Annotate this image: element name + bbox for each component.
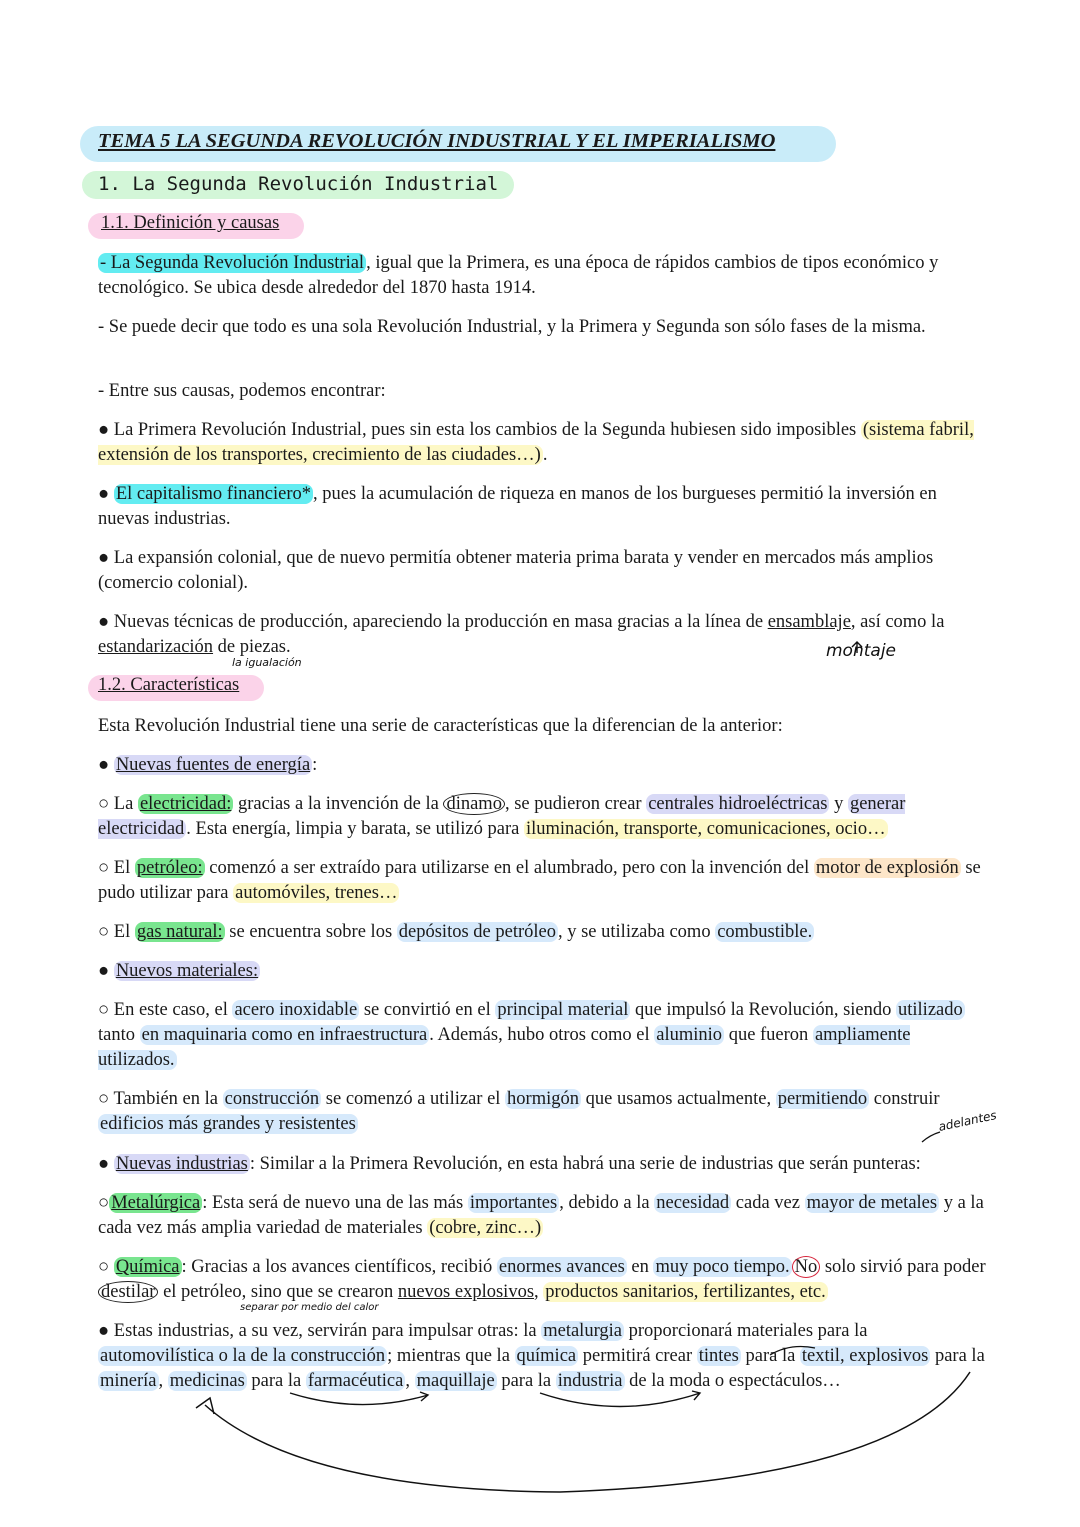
subsection-heading-definicion: 1.1. Definición y causas	[101, 213, 280, 233]
handwritten-note-montaje: montaje	[826, 641, 897, 661]
feature-heading: ● Nuevas fuentes de energía :	[98, 755, 318, 775]
subsection-heading-caracteristicas: 1.2. Características	[98, 675, 240, 695]
handwritten-note-destilar: separar por medio del calor	[240, 1302, 379, 1313]
circled-word: destilar	[98, 1281, 158, 1303]
arrow-montaje	[852, 642, 862, 653]
cause-item: ● Nuevas técnicas de producción, apareciendo la producción en masa gracias a la línea de ensamblaje, así como la estandarización de piezas.	[98, 612, 945, 657]
materials-heading: ● Nuevos materiales:	[98, 961, 259, 981]
paragraph-phases: - Se puede decir que todo es una sola Revolución Industrial, y la Primera y Segunda son sólo fases de la misma.	[98, 317, 926, 337]
industries-heading: ● Nuevas industrias : Similar a la Primera Revolución, en esta habrá una serie de industrias que serán punteras:	[98, 1154, 921, 1174]
section-heading: 1. La Segunda Revolución Industrial	[98, 173, 499, 195]
industry-metalurgica: ○ Metalúrgica : Esta será de nuevo una de las más importantes , debido a la necesidad cada vez mayor de metales y a la cada vez más amplia variedad de materiales (cobre, zinc…)	[98, 1193, 984, 1238]
cause-item: ● La expansión colonial, que de nuevo permitía obtener materia prima barata y vender en mercados más amplios (comercio colonial).	[98, 548, 934, 593]
paragraph-characteristics-intro: Esta Revolución Industrial tiene una serie de características que la diferencian de la anterior:	[98, 716, 783, 736]
paragraph-definition: - La Segunda Revolución Industrial , igual que la Primera, es una época de rápidos cambios de tipos económico y tecnológico. Se ubica desde alrededor del 1870 hasta 1914.	[98, 253, 939, 298]
material-hormigon: ○ También en la construcción se comenzó a utilizar el hormigón que usamos actualmente, permitiendo construir edificios más grandes y resistentes	[98, 1089, 940, 1134]
highlight-term: - La Segunda Revolución Industrial	[100, 253, 365, 273]
feature-petroleo: ○ El petróleo: comenzó a ser extraído para utilizarse en el alumbrado, pero con la invención del motor de explosión se pudo utilizar para automóviles, trenes…	[98, 858, 981, 903]
handwritten-note-igualacion: la igualación	[232, 656, 302, 669]
cause-item: ● El capitalismo financiero* , pues la acumulación de riqueza en manos de los burgueses permitió la inversión en nuevas industrias.	[98, 484, 937, 529]
arrow-curve-long	[205, 1372, 970, 1492]
arrow-curve-2	[540, 1391, 700, 1407]
arrow-small	[770, 1347, 815, 1355]
arrow-punteras	[922, 1132, 940, 1142]
circled-word: No	[792, 1256, 821, 1278]
feature-electricidad: ○ La electricidad: gracias a la invención de la dinamo , se pudieron crear centrales hidroeléctricas y generar electricidad . Esta energía, limpia y barata, se utilizó para iluminación, transporte, comunicaciones, ocio…	[98, 794, 906, 839]
arrow-curve-1	[290, 1392, 428, 1405]
industry-quimica: ○ Química : Gracias a los avances científicos, recibió enormes avances en muy poco tiempo. No solo sirvió para poder destilar el petróleo, sino que se crearon nuevos explosivos, productos sanitarios, fertilizantes, etc.	[98, 1257, 986, 1302]
paragraph-causes-intro: - Entre sus causas, podemos encontrar:	[98, 381, 386, 401]
circled-word: dinamo	[443, 793, 505, 815]
material-acero: ○ En este caso, el acero inoxidable se convirtió en el principal material que impulsó la Revolución, siendo utilizado tanto en maquinaria como en infraestructura . Además, hubo otros como el aluminio que fueron ampliamente utilizados.	[98, 1000, 963, 1070]
feature-gas-natural: ○ El gas natural: se encuentra sobre los depósitos de petróleo , y se utilizaba como combustible.	[98, 922, 813, 942]
handwritten-note-punteras: adelantes	[937, 1108, 998, 1134]
page-title: TEMA 5 LA SEGUNDA REVOLUCIÓN INDUSTRIAL Y EL IMPERIALISMO	[98, 130, 776, 152]
cause-item: ● La Primera Revolución Industrial, pues sin esta los cambios de la Segunda hubiesen sido imposibles (sistema fabril, extensión de los transportes, crecimiento de las ciudades…) .	[98, 420, 974, 465]
paragraph-industries-impulse: ● Estas industrias, a su vez, servirán para impulsar otras: la metalurgia proporcionará materiales para la automovilística o la de la construcción ; mientras que la química permitirá crear tintes para la textil, explosivos para la minería , medicinas para la farmacéutica , maquillaje para la industria de la moda o espectáculos…	[98, 1321, 985, 1391]
